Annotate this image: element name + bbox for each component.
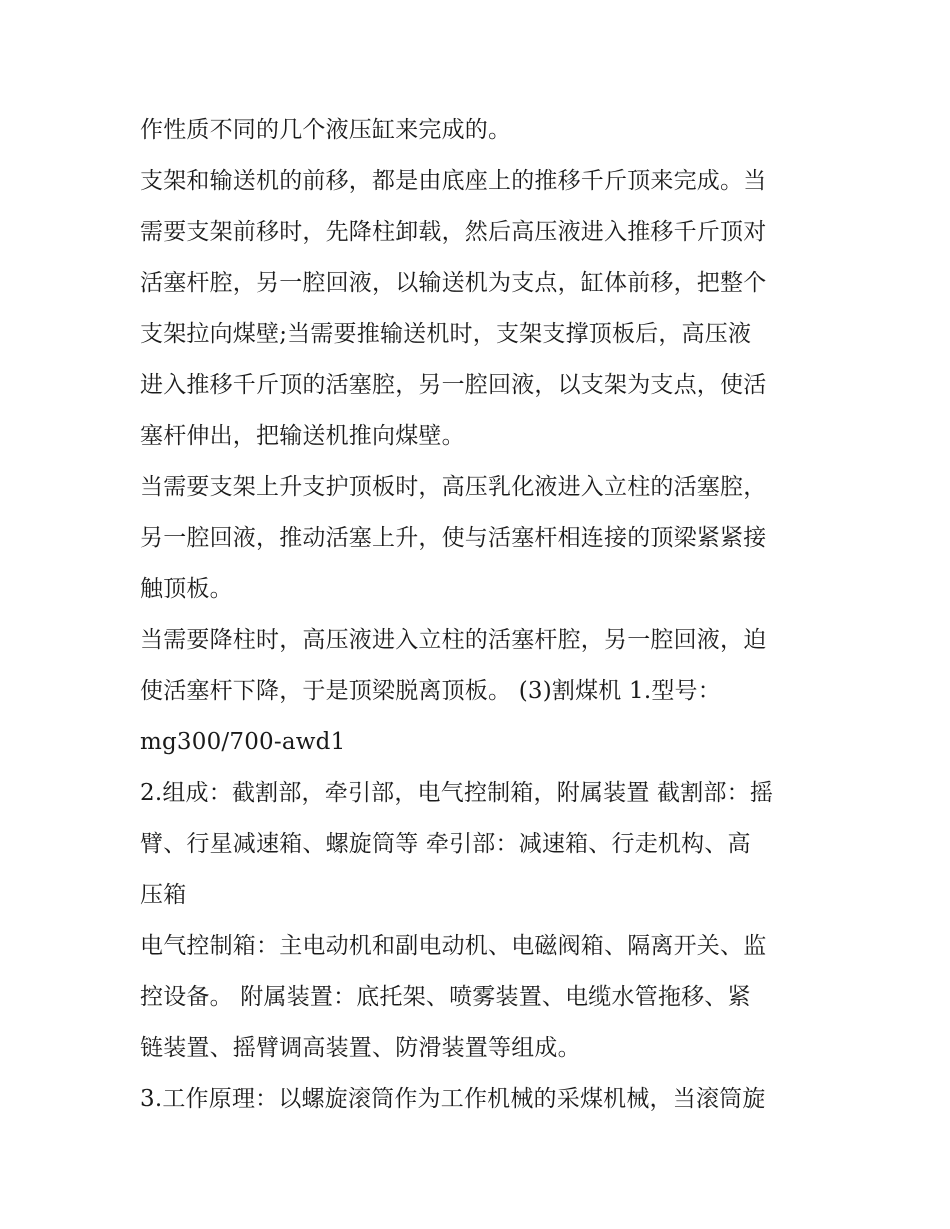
text-line: 塞杆伸出，把输送机推向煤壁。 [140, 423, 465, 449]
text-line: 需要支架前移时，先降柱卸载，然后高压液进入推移千斤顶对 [140, 219, 767, 245]
text-line: 当需要降柱时，高压液进入立柱的活塞杆腔，另一腔回液，迫 [140, 627, 767, 653]
text-line: 进入推移千斤顶的活塞腔，另一腔回液，以支架为支点，使活 [140, 372, 767, 398]
text-line: 3.工作原理：以螺旋滚筒作为工作机械的采煤机械，当滚筒旋 [140, 1086, 766, 1112]
text-line: 链装置、摇臂调高装置、防滑装置等组成。 [140, 1035, 581, 1061]
text-line: 另一腔回液，推动活塞上升，使与活塞杆相连接的顶梁紧紧接 [140, 525, 767, 551]
text-line: 使活塞杆下降，于是顶梁脱离顶板。 (3)割煤机 1.型号： [140, 678, 721, 704]
text-line: 2.组成：截割部，牵引部，电气控制箱，附属装置 截割部：摇 [140, 780, 774, 806]
document-body [140, 108, 820, 1128]
text-line: 活塞杆腔，另一腔回液，以输送机为支点，缸体前移，把整个 [140, 270, 767, 296]
text-line: 控设备。 附属装置：底托架、喷雾装置、电缆水管拖移、紧 [140, 984, 751, 1010]
text-line: 触顶板。 [140, 576, 233, 602]
text-line: 当需要支架上升支护顶板时，高压乳化液进入立柱的活塞腔， [140, 474, 767, 500]
text-line: 作性质不同的几个液压缸来完成的。 [140, 117, 512, 143]
text-line: 臂、行星减速箱、螺旋筒等 牵引部：减速箱、行走机构、高 [140, 831, 751, 857]
text-line: 压箱 [140, 882, 187, 908]
text-line: 电气控制箱：主电动机和副电动机、电磁阀箱、隔离开关、监 [140, 933, 767, 959]
text-line: 支架拉向煤壁;当需要推输送机时，支架支撑顶板后，高压液 [140, 321, 752, 347]
text-line: mg300/700-awd1 [140, 729, 346, 755]
text-line: 支架和输送机的前移，都是由底座上的推移千斤顶来完成。当 [140, 168, 767, 194]
